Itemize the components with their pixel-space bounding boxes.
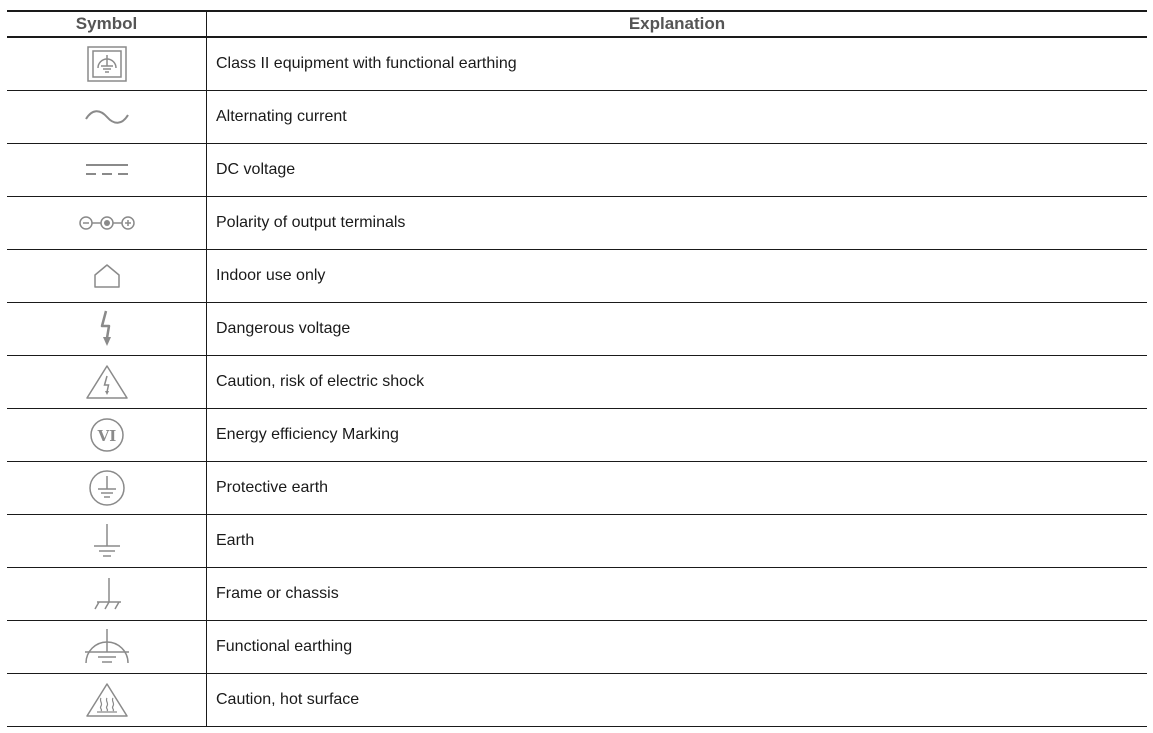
table-row — [7, 462, 1147, 515]
table-row — [7, 197, 1147, 250]
row-explanation: Alternating current — [216, 108, 347, 125]
alternating-current-icon — [84, 107, 130, 127]
dangerous-voltage-icon — [98, 310, 116, 348]
row-explanation: Energy efficiency Marking — [216, 426, 399, 443]
row-explanation: Protective earth — [216, 479, 329, 496]
dc-voltage-icon — [84, 162, 130, 178]
frame-chassis-icon — [91, 576, 123, 612]
row-explanation: Earth — [216, 532, 255, 549]
symbol-table — [7, 10, 1147, 727]
vi-mark-text: VI — [97, 427, 116, 445]
hot-surface-warning-icon — [85, 682, 129, 718]
electric-shock-warning-icon — [85, 364, 129, 400]
row-explanation: Indoor use only — [216, 267, 326, 284]
row-explanation: Caution, risk of electric shock — [216, 373, 425, 390]
table-row — [7, 91, 1147, 144]
table-row — [7, 38, 1147, 91]
table-row — [7, 409, 1147, 462]
row-explanation: DC voltage — [216, 161, 296, 178]
header-explanation: Explanation — [628, 14, 726, 33]
table-header — [7, 12, 1147, 38]
table-row — [7, 250, 1147, 303]
row-explanation: Functional earthing — [216, 638, 353, 655]
table-row — [7, 674, 1147, 727]
indoor-use-icon — [92, 263, 122, 289]
energy-efficiency-vi-icon — [89, 417, 125, 453]
table-row — [7, 144, 1147, 197]
row-explanation: Dangerous voltage — [216, 320, 351, 337]
earth-icon — [92, 522, 122, 560]
table-row — [7, 303, 1147, 356]
polarity-icon — [79, 214, 135, 232]
functional-earthing-icon — [83, 628, 131, 666]
table-row — [7, 621, 1147, 674]
protective-earth-icon — [88, 469, 126, 507]
row-explanation: Class II equipment with functional earthing — [216, 55, 517, 72]
row-explanation: Caution, hot surface — [216, 691, 360, 708]
table-row — [7, 568, 1147, 621]
table-row — [7, 515, 1147, 568]
table-row — [7, 356, 1147, 409]
header-symbol: Symbol — [7, 12, 207, 36]
row-explanation: Polarity of output terminals — [216, 214, 406, 231]
row-explanation: Frame or chassis — [216, 585, 339, 602]
class-ii-functional-earthing-icon — [87, 46, 127, 82]
